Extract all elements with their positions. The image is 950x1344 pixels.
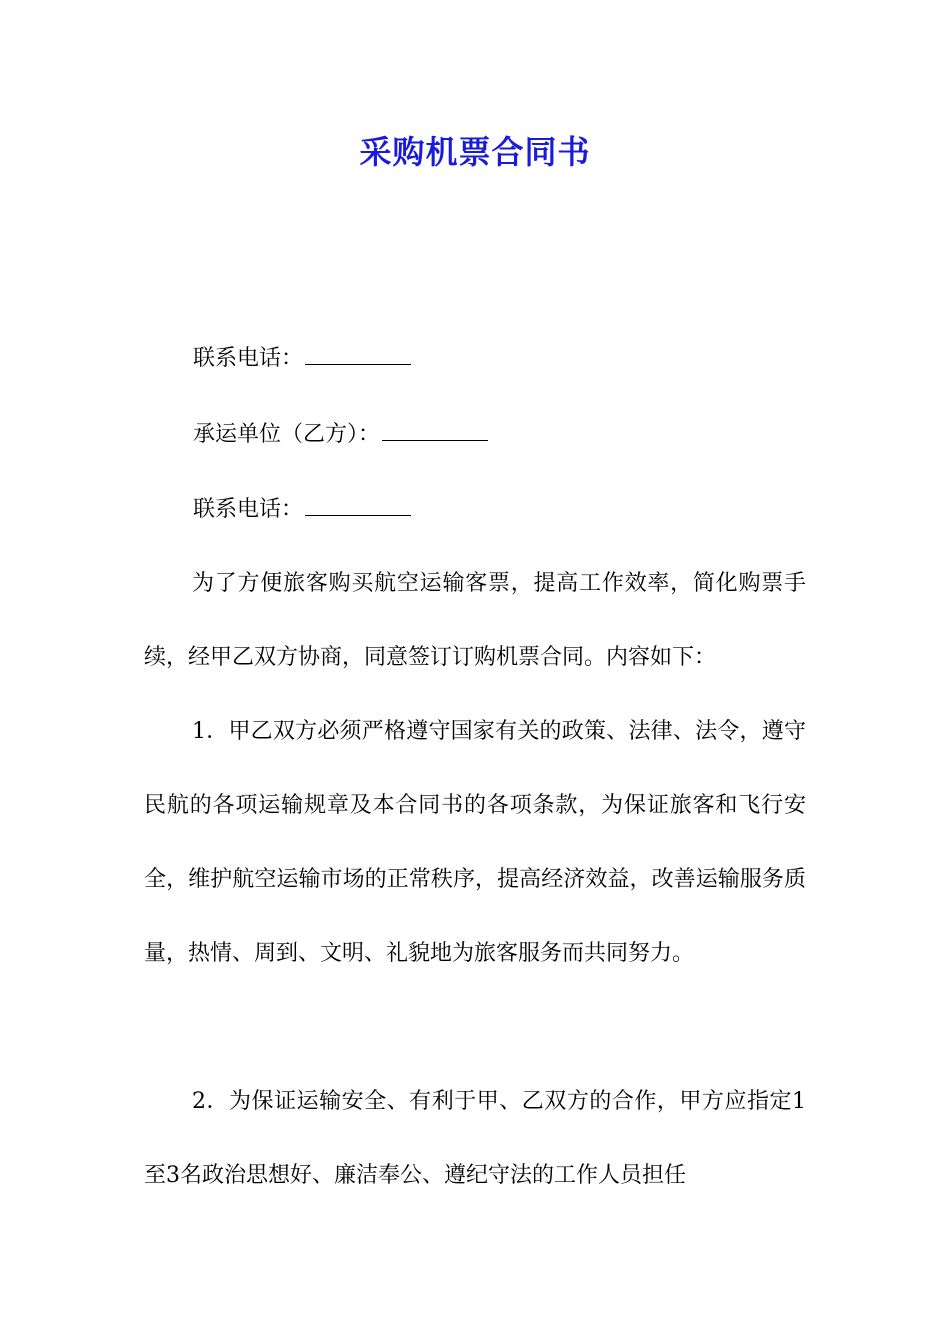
field-label: 联系电话：: [193, 346, 304, 371]
field-label: 联系电话：: [193, 497, 304, 522]
contact-phone-field-2: [193, 493, 411, 526]
document-title: 采购机票合同书: [359, 133, 591, 171]
intro-paragraph: 为了方便旅客购买航空运输客票，提高工作效率，简化购票手续，经甲乙双方协商，同意签订订购机票合同。内容如下：: [144, 571, 806, 670]
clause-2-paragraph: 2．为保证运输安全、有利于甲、乙双方的合作，甲方应指定1至3名政治思想好、廉洁奉公、遵纪守法的工作人员担任: [144, 1089, 806, 1188]
contact-phone-field-1: [193, 342, 411, 375]
carrier-unit-field: [193, 418, 488, 451]
fill-in-blank: [382, 418, 488, 441]
fill-in-blank: [305, 342, 411, 365]
field-label: 承运单位（乙方）：: [193, 422, 381, 447]
fill-in-blank: [305, 493, 411, 516]
clause-1-paragraph: 1．甲乙双方必须严格遵守国家有关的政策、法律、法令，遵守民航的各项运输规章及本合同书的各项条款，为保证旅客和飞行安全，维护航空运输市场的正常秩序，提高经济效益，改善运输服务质量，热情、周到、文明、礼貌地为旅客服务而共同努力。: [144, 719, 806, 966]
